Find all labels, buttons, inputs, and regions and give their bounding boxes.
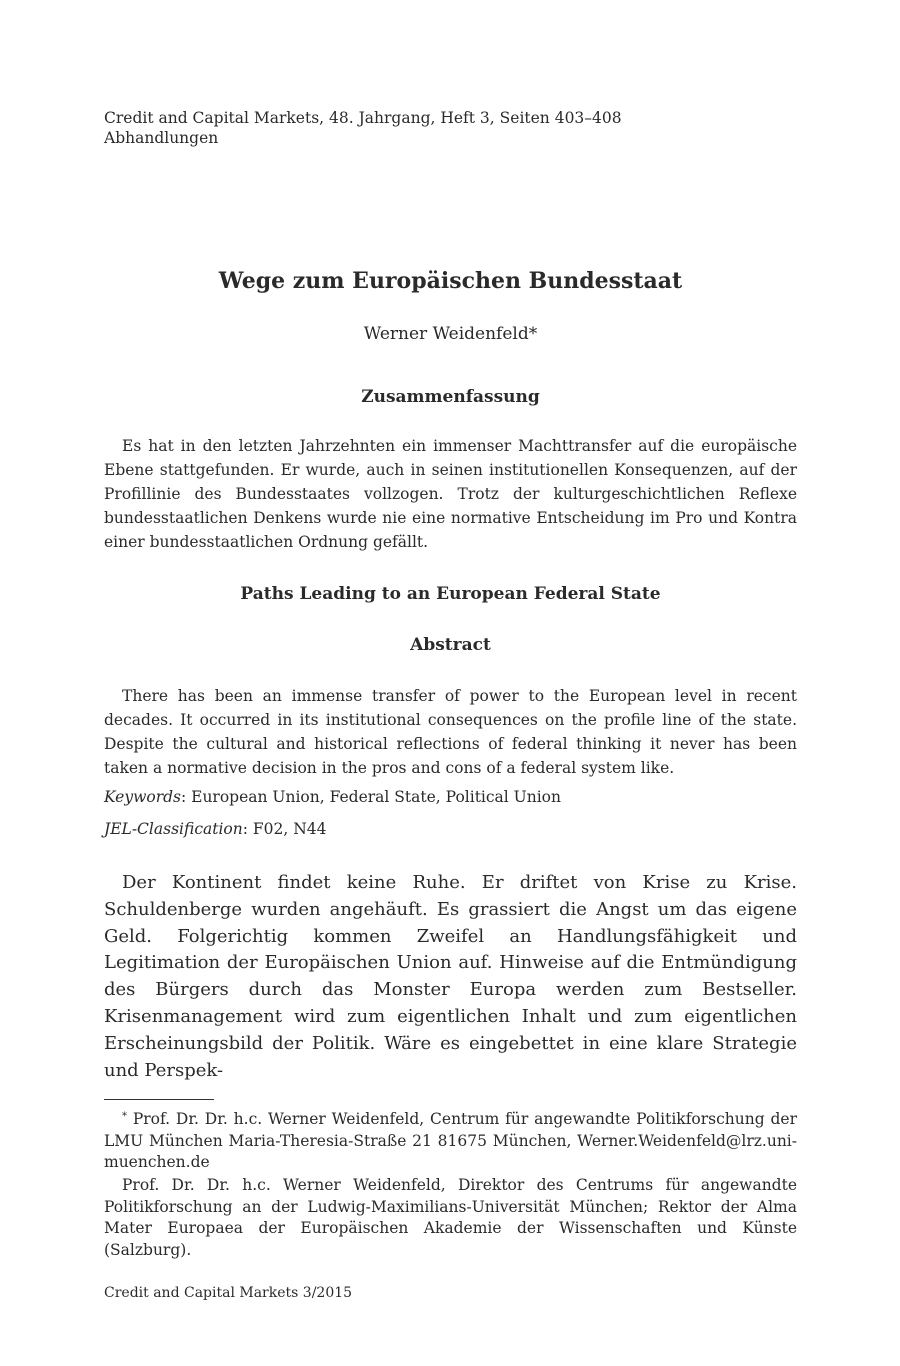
footnote-1-text: Prof. Dr. Dr. h.c. Werner Weidenfeld, Centrum für angewandte Politikforschung der LMU München Maria-Theresia-Straße 21 81675 München, Werner.Weidenfeld@lrz.uni-muenchen.de — [104, 1110, 797, 1171]
jel-line — [104, 817, 797, 841]
abstract-heading: Abstract — [410, 635, 491, 655]
jel-label: JEL-Classification — [104, 820, 243, 838]
summary-heading: Zusammenfassung — [361, 387, 540, 407]
keywords-line — [104, 785, 797, 809]
footnote-1 — [104, 1106, 797, 1174]
journal-line: Credit and Capital Markets, 48. Jahrgang, Heft 3, Seiten 403–408 — [104, 109, 622, 127]
keywords-value: : European Union, Federal State, Political Union — [180, 788, 561, 806]
jel-value: : F02, N44 — [242, 820, 327, 838]
footnote-marker: * — [122, 1111, 127, 1122]
section-label: Abhandlungen — [104, 129, 219, 147]
article-page — [104, 0, 797, 1366]
abstract-text: There has been an immense transfer of power to the European level in recent decades. It occurred in its institutional consequences on the profile line of the state. Despite the cultural and historical reflections of federal thinking it never has been taken a normative decision in the pros and cons of a federal system like. — [104, 687, 797, 777]
summary-text: Es hat in den letzten Jahrzehnten ein immenser Machttransfer auf die europäische Ebene stattgefunden. Er wurde, auch in seinen institutionellen Konsequenzen, auf der Profillinie des Bundesstaates vollzogen. Trotz der kulturgeschichtlichen Reflexe bundesstaatlichen Denkens wurde nie eine normative Entscheidung im Pro und Kontra einer bundesstaatlichen Ordnung gefällt. — [104, 437, 797, 551]
page-footer: Credit and Capital Markets 3/2015 — [104, 1285, 353, 1301]
footnote-rule — [104, 1099, 214, 1100]
author-name: Werner Weidenfeld* — [363, 324, 538, 344]
english-title: Paths Leading to an European Federal State — [240, 584, 661, 604]
journal-header — [104, 108, 797, 148]
footnote-2: Prof. Dr. Dr. h.c. Werner Weidenfeld, Direktor des Centrums für angewandte Politikforschung an der Ludwig-Maximilians-Universität München; Rektor der Alma Mater Europaea der Europäischen Akademie der Wissenschaften und Künste (Salzburg). — [104, 1176, 797, 1259]
body-paragraph: Der Kontinent findet keine Ruhe. Er driftet von Krise zu Krise. Schuldenberge wurden angehäuft. Es grassiert die Angst um das eigene Geld. Folgerichtig kommen Zweifel an Handlungsfähigkeit und Legitimation der Europäischen Union auf. Hinweise auf die Entmündigung des Bürgers durch das Monster Europa werden zum Bestseller. Krisenmanagement wird zum eigentlichen Inhalt und zum eigentlichen Erscheinungsbild der Politik. Wäre es eingebettet in eine klare Strategie und Perspek- — [104, 872, 797, 1081]
article-title: Wege zum Europäischen Bundesstaat — [218, 268, 683, 294]
keywords-label: Keywords — [104, 788, 181, 806]
